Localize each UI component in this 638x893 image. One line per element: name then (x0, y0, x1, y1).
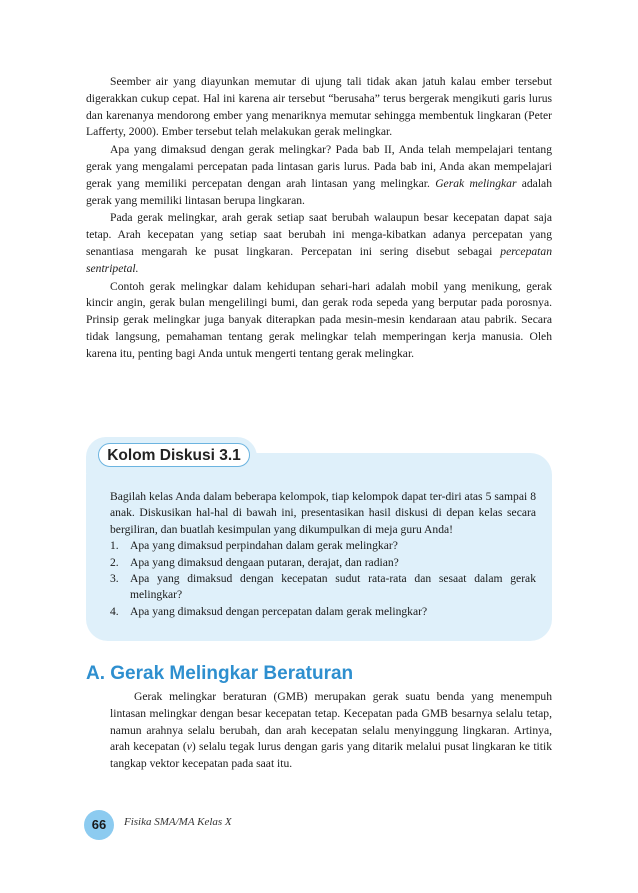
term-percepatan-sentripetal: percepatan sentripetal. (86, 244, 552, 275)
discussion-intro: Bagilah kelas Anda dalam beberapa kelompok, tiap kelompok dapat ter-diri atas 5 sampai 8 anak. Diskusikan hal-hal di bawah ini, presentasikan hasil diskusi di depan kelas secara bergiliran, dan buatlah kesimpulan yang dikumpulkan di meja guru Anda! (110, 490, 536, 536)
velocity-symbol: v (186, 740, 192, 754)
section-paragraph: Gerak melingkar beraturan (GMB) merupakan gerak suatu benda yang menempuh lintasan melingkar dengan besar kecepatan tetap. Kecepatan pada GMB besarnya selalu tetap, namun arahnya selalu berubah, dan arah kecepatan selalu menyinggung lingkaran. Artinya, arah kecepatan (v) selalu tegak lurus dengan garis yang ditarik melalui pusat lingkaran ke titik tangkap vektor kecepatan pada saat itu. (110, 690, 552, 771)
discussion-title: Kolom Diskusi 3.1 (98, 443, 250, 467)
paragraph-1: Seember air yang diayunkan memutar di ujung tali tidak akan jatuh kalau ember tersebut digerakkan cukup cepat. Hal ini karena air tersebut “berusaha” terus bergerak mengikuti garis lurus dan karenanya mendorong ember yang menariknya memutar sehingga membentuk lingkaran (Peter Lafferty, 2000). Ember tersebut telah melakukan gerak melingkar. (86, 75, 552, 139)
section-text (110, 689, 552, 773)
paragraph-3: Pada gerak melingkar, arah gerak setiap saat berubah walaupun besar kecepatan dapat saja tetap. Arah kecepatan yang setiap saat berubah ini menga-kibatkan adanya percepatan yang senantiasa mengarah ke pusat lingkaran. Percepatan ini sering disebut sebagai percepatan sentripetal. (86, 211, 552, 275)
intro-text (86, 74, 552, 363)
question-item: 4. Apa yang dimaksud dengan percepatan dalam gerak melingkar? (110, 604, 428, 618)
question-item: 1. Apa yang dimaksud perpindahan dalam gerak melingkar? (110, 539, 398, 553)
discussion-questions (110, 538, 536, 620)
page-number: 66 (84, 810, 114, 840)
section-heading: A. Gerak Melingkar Beraturan (86, 663, 354, 684)
question-item: 3. Apa yang dimaksud dengan kecepatan sudut rata-rata dan sesaat dalam gerak melingkar? (110, 572, 536, 602)
question-item: 2. Apa yang dimaksud dengaan putaran, derajat, dan radian? (110, 555, 399, 569)
paragraph-2: Apa yang dimaksud dengan gerak melingkar? Pada bab II, Anda telah mempelajari tentang gerak yang mengalami percepatan pada lintasan garis lurus. Pada bab ini, Anda akan mempelajari gerak yang memiliki percepatan dengan arah lintasan yang melingkar. Gerak melingkar adalah gerak yang memiliki lintasan berupa lingkaran. (86, 143, 552, 207)
paragraph-4: Contoh gerak melingkar dalam kehidupan sehari-hari adalah mobil yang menikung, gerak kincir angin, gerak bulan mengelilingi bumi, dan gerak roda sepeda yang berputar pada porosnya. Prinsip gerak melingkar juga banyak diterapkan pada mesin-mesin kendaraan atau pabrik. Secara tidak langsung, pemahaman tentang gerak melingkar telah memperingan kerja manusia. Oleh karena itu, penting bagi Anda untuk mengerti tentang gerak melingkar. (86, 279, 552, 360)
term-gerak-melingkar: Gerak melingkar (435, 176, 517, 190)
book-title: Fisika SMA/MA Kelas X (124, 816, 232, 828)
discussion-content (110, 489, 536, 620)
discussion-box (86, 437, 552, 641)
